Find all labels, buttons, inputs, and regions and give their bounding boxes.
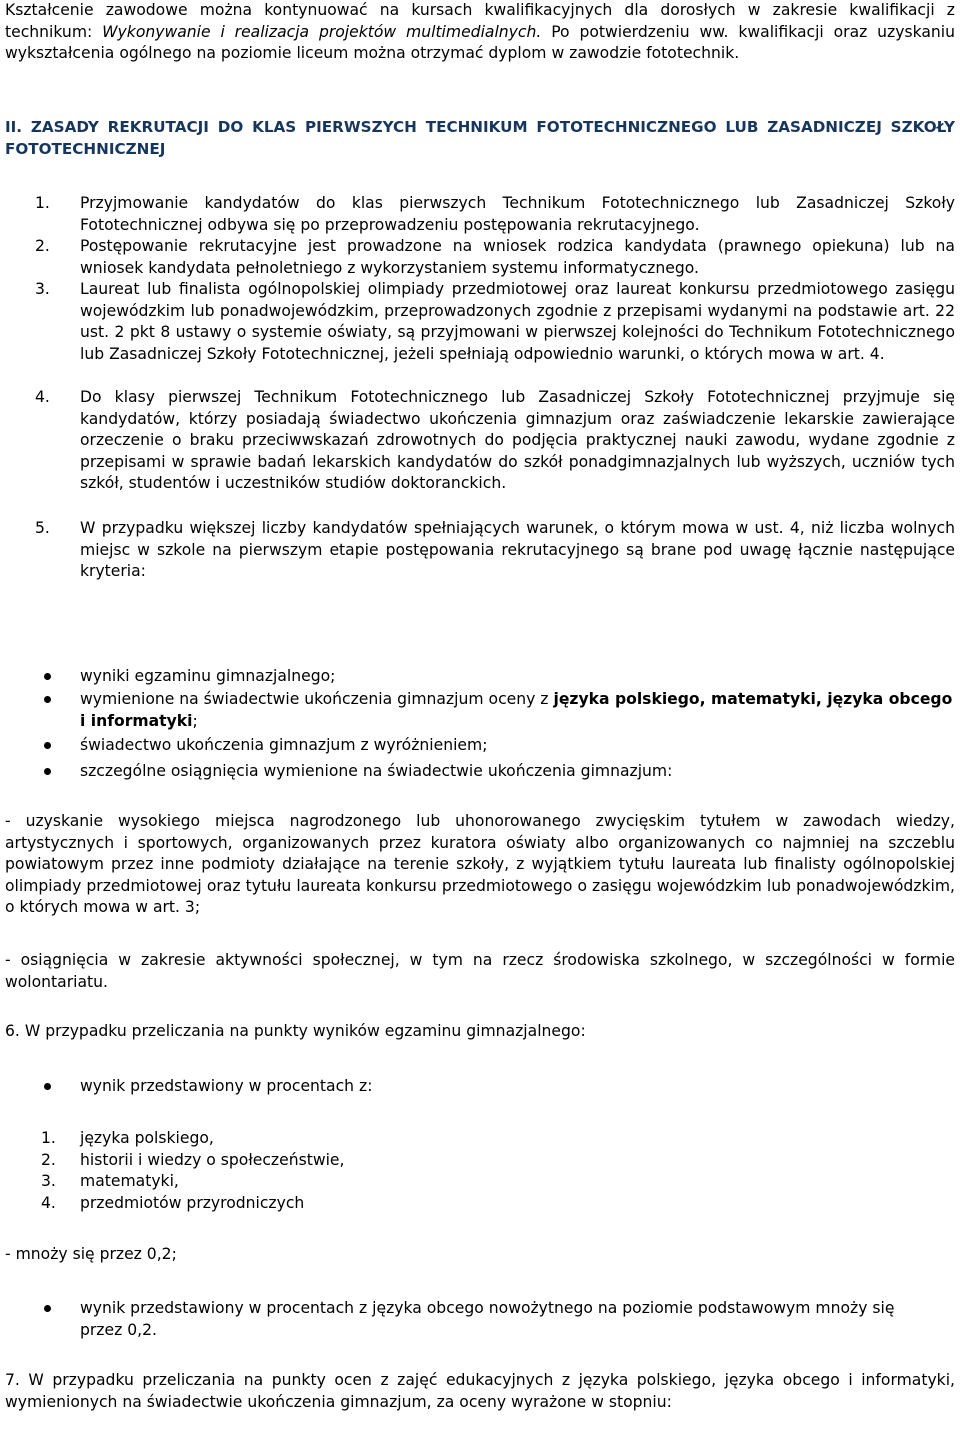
- intro-qualification: Wykonywanie i realizacja projektów multimedialnych.: [102, 22, 542, 41]
- criteria-item-end: ;: [192, 711, 198, 730]
- intro-paragraph: [5, 0, 955, 65]
- subject-number: 3.: [41, 1172, 56, 1190]
- bullet-icon: [44, 696, 51, 703]
- bullet-icon: [44, 673, 51, 680]
- exam-bullet: wynik przedstawiony w procentach z:: [80, 1077, 373, 1095]
- section-heading: II. ZASADY REKRUTACJI DO KLAS PIERWSZYCH TECHNIKUM FOTOTECHNICZNEGO LUB ZASADNICZEJ SZKOŁY FOTOTECHNICZNEJ: [5, 118, 955, 158]
- rule-number: 5.: [35, 519, 50, 537]
- intro-text-1: Kształcenie zawodowe można kontynuować na kursach kwalifikacyjnych dla dorosłych w zakresie kwalifikacji z technikum:: [5, 1, 955, 41]
- subject-number: 2.: [41, 1151, 56, 1169]
- criteria-subjects: języka polskiego, matematyki, języka obcego i informatyki: [80, 690, 953, 730]
- criteria-item: [80, 689, 955, 732]
- rule-number: 3.: [35, 280, 50, 298]
- subject-item: historii i wiedzy o społeczeństwie,: [80, 1151, 345, 1169]
- intro-text-2: Po potwierdzeniu ww. kwalifikacji oraz uzyskaniu wykształcenia ogólnego na poziomie liceum można otrzymać dyplom w zawodzie fototechnik.: [5, 22, 956, 63]
- rule-text: Laureat lub finalista ogólnopolskiej olimpiady przedmiotowej oraz laureat konkursu przedmiotowego zasięgu wojewódzkim lub ponadwojewódzkim, przeprowadzonych zgodnie z przepisami wydanymi na podstawie art. 22 ust. 2 pkt 8 ustawy o systemie oświaty, są przyjmowani w pierwszej kolejności do Technikum Fototechnicznego lub Zasadniczej Szkoły Fototechnicznej, jeżeli spełniają odpowiednio warunki, o których mowa w art. 4.: [80, 280, 955, 363]
- criteria-item: świadectwo ukończenia gimnazjum z wyróżnieniem;: [80, 736, 488, 754]
- multiply-note: - mnoży się przez 0,2;: [5, 1245, 177, 1263]
- point-6: 6. W przypadku przeliczania na punkty wyników egzaminu gimnazjalnego:: [5, 1022, 586, 1040]
- subject-item: przedmiotów przyrodniczych: [80, 1194, 305, 1212]
- bullet-icon: [44, 1305, 51, 1312]
- exam-bullet: wynik przedstawiony w procentach z języka obcego nowożytnego na poziomie podstawowym mnoży się przez 0,2.: [80, 1299, 895, 1339]
- rule-text: Do klasy pierwszej Technikum Fototechnicznego lub Zasadniczej Szkoły Fototechnicznej przyjmuje się kandydatów, którzy posiadają świadectwo ukończenia gimnazjum oraz zaświadczenie lekarskie zawierające orzeczenie o braku przeciwwskazań zdrowotnych do podjęcia praktycznej nauki zawodu, wydane zgodnie z przepisami w sprawie badań lekarskich kandydatów do szkół ponadgimnazjalnych lub wyższych, uczniów tych szkół, studentów i uczestników studiów doktoranckich.: [80, 388, 955, 493]
- point-7: 7. W przypadku przeliczania na punkty ocen z zajęć edukacyjnych z języka polskiego, języka obcego i informatyki, wymienionych na świadectwie ukończenia gimnazjum, za oceny wyrażone w stopniu:: [5, 1371, 955, 1411]
- achievement-paragraph: - uzyskanie wysokiego miejsca nagrodzonego lub uhonorowanego zwycięskim tytułem w zawodach wiedzy, artystycznych i sportowych, organizowanych przez kuratora oświaty albo organizowanych co najmniej na szczeblu powiatowym przez inne podmioty działające na terenie szkoły, z wyjątkiem tytułu laureata lub finalisty ogólnopolskiej olimpiady przedmiotowej oraz tytułu laureata konkursu przedmiotowego o zasięgu wojewódzkim lub ponadwojewódzkim, o których mowa w art. 3;: [5, 812, 955, 917]
- rule-text: Przyjmowanie kandydatów do klas pierwszych Technikum Fototechnicznego lub Zasadniczej Szkoły Fototechnicznej odbywa się po przeprowadzeniu postępowania rekrutacyjnego.: [80, 194, 955, 234]
- subject-number: 1.: [41, 1129, 56, 1147]
- rule-text: W przypadku większej liczby kandydatów spełniających warunek, o którym mowa w ust. 4, niż liczba wolnych miejsc w szkole na pierwszym etapie postępowania rekrutacyjnego są brane pod uwagę łącznie następujące kryteria:: [80, 519, 955, 581]
- achievement-paragraph: - osiągnięcia w zakresie aktywności społecznej, w tym na rzecz środowiska szkolnego, w szczególności w formie wolontariatu.: [5, 951, 955, 991]
- bullet-icon: [44, 768, 51, 775]
- bullet-icon: [44, 1083, 51, 1090]
- subject-item: matematyki,: [80, 1172, 179, 1190]
- rule-number: 1.: [35, 194, 50, 212]
- subject-number: 4.: [41, 1194, 56, 1212]
- bullet-icon: [44, 742, 51, 749]
- criteria-item: wyniki egzaminu gimnazjalnego;: [80, 667, 336, 685]
- subject-item: języka polskiego,: [80, 1129, 214, 1147]
- rule-text: Postępowanie rekrutacyjne jest prowadzone na wniosek rodzica kandydata (prawnego opiekuna) lub na wniosek kandydata pełnoletniego z wykorzystaniem systemu informatycznego.: [80, 237, 955, 277]
- criteria-item: szczególne osiągnięcia wymienione na świadectwie ukończenia gimnazjum:: [80, 762, 673, 780]
- criteria-item-text: wymienione na świadectwie ukończenia gimnazjum oceny z: [80, 690, 554, 708]
- rule-number: 4.: [35, 388, 50, 406]
- rule-number: 2.: [35, 237, 50, 255]
